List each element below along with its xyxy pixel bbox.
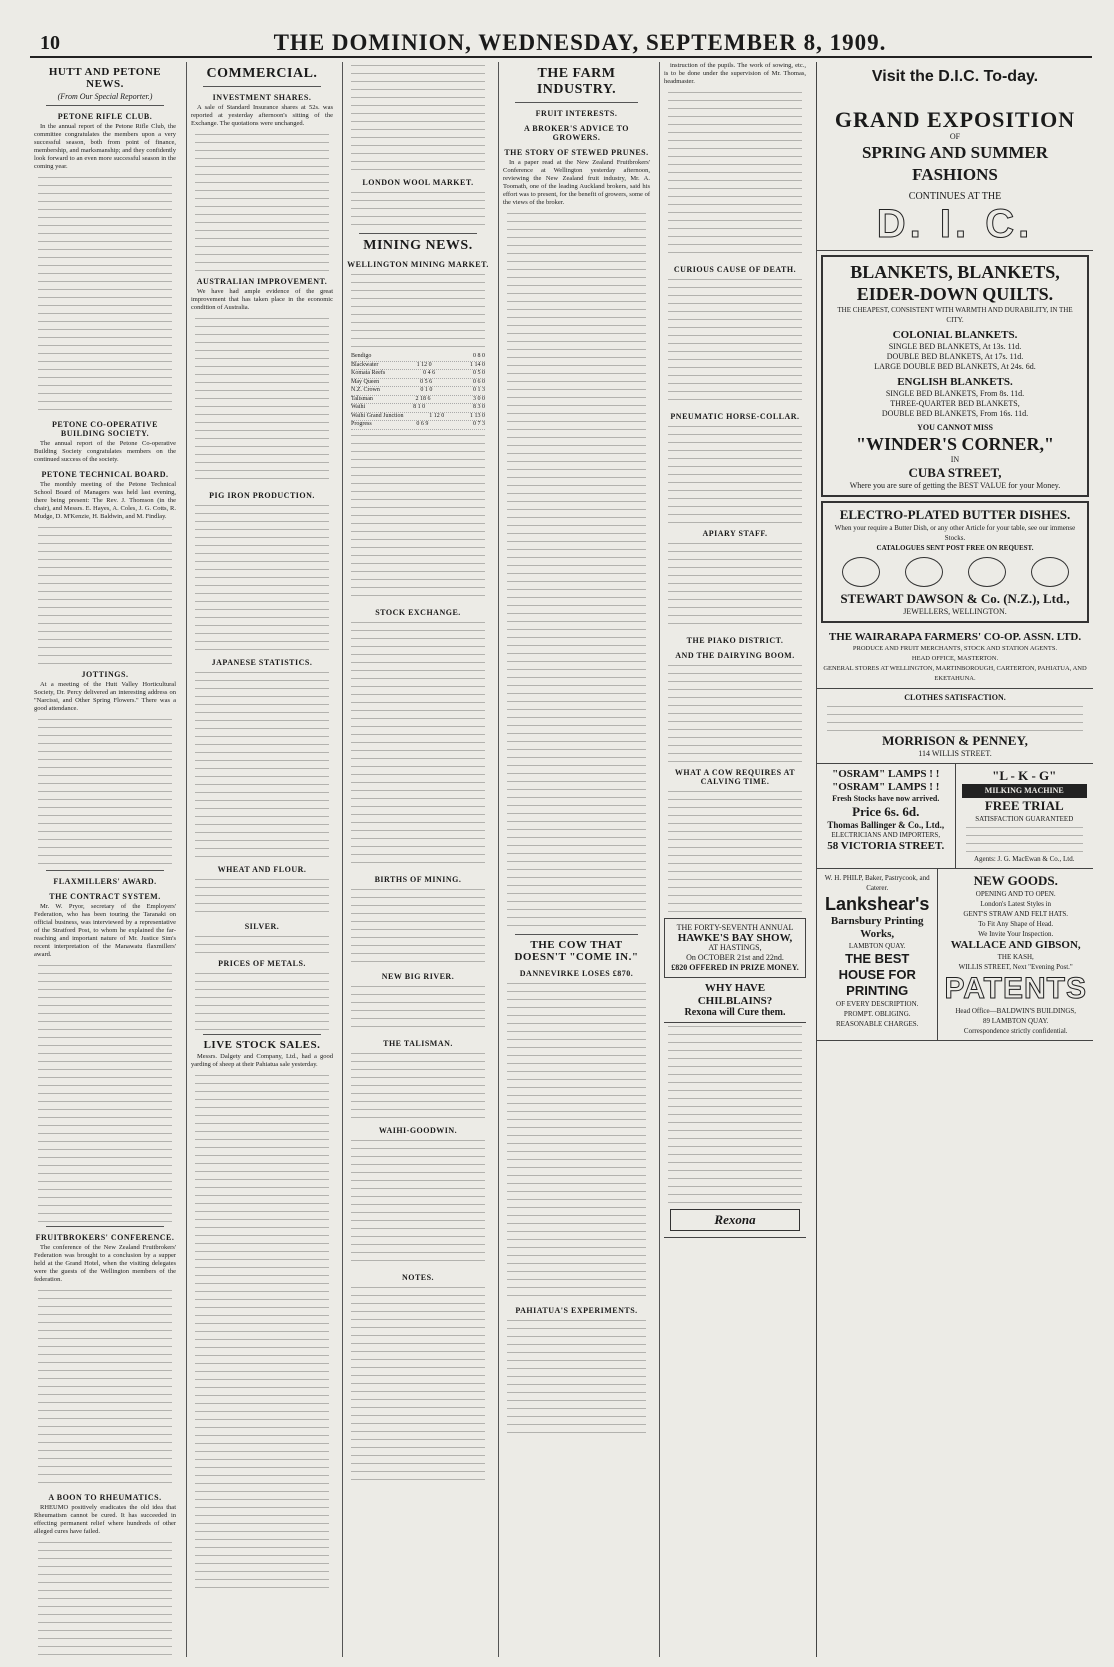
subheading: AND THE DAIRYING BOOM. [675, 651, 795, 660]
subheading: PETONE CO-OPERATIVE BUILDING SOCIETY. [52, 420, 158, 438]
section-heading: HUTT AND PETONE NEWS. [48, 66, 162, 90]
paragraph: At a meeting of the Hutt Valley Horticultural Society, Dr. Percy delivered an interesting address on "Narcissi, and Other Spring Flowers." There was a good attendance. [34, 681, 176, 712]
text-block [351, 432, 485, 602]
paragraph: In a paper read at the New Zealand Fruitbrokers' Conference at Wellington yesterday afternoon, reviewing the New Zealand fruit industry, Mr. A. Toomath, one of the leading Auckland brokers, said his effort was to present, for the benefit of growers, some of the views of the broker. [503, 159, 650, 206]
subheading: FRUIT INTERESTS. [535, 109, 618, 118]
paragraph: instruction of the pupils. The work of sowing, etc., is to be done under the supervision of Mr. Thomas, headmaster. [664, 62, 806, 85]
text-block [351, 983, 485, 1033]
text-block [507, 210, 646, 930]
byline: (From Our Special Reporter.) [57, 92, 153, 101]
section-heading: COMMERCIAL. [206, 66, 318, 81]
text-block [38, 716, 172, 866]
paragraph: In the annual report of the Petone Rifle Club, the committee congratulates the members upon a very successful season, both from point of finance, membership, and marksmanship; and they confidently look forward to an even more successful season in the coming year. [34, 123, 176, 170]
subheading: DANNEVIRKE LOSES £870. [519, 969, 634, 978]
subheading: FRUITBROKERS' CONFERENCE. [35, 1233, 175, 1242]
butter-dish-icon [905, 557, 943, 587]
text-block [38, 962, 172, 1222]
text-block [668, 788, 802, 918]
subheading: STOCK EXCHANGE. [375, 607, 461, 617]
advertisements-column [816, 62, 1093, 1657]
table-row: Waihi 8 1 0 8 3 0 [351, 404, 485, 413]
subheading: A BROKER'S ADVICE TO GROWERS. [523, 124, 630, 142]
column-farm-continued [659, 62, 810, 1657]
lankshear-printing-ad: W. H. PHILP, Baker, Pastrycook, and Caterer. Lankshear's Barnsbury Printing Works, LAMBTON QUAY. THE BEST HOUSE FOR PRINTING OF EVERY DESCRIPTION. PROMPT. OBLIGING. REASONABLE CHARGES. [824, 874, 930, 1028]
subheading: SILVER. [244, 922, 280, 931]
paragraph: Messrs. Dalgety and Company, Ltd., had a good yarding of sheep at their Pahiatua sale yesterday. [191, 1053, 333, 1068]
subheading: THE PIAKO DISTRICT. [686, 636, 784, 645]
text-block [668, 89, 802, 259]
subheading: CURIOUS CAUSE OF DEATH. [673, 265, 797, 274]
paragraph: We have had ample evidence of the great improvement that has taken place in the economic condition of Australia. [191, 288, 333, 311]
table-row: N.Z. Crown 0 1 0 0 1 3 [351, 387, 485, 396]
paragraph: A sale of Standard Insurance shares at 52s. was reported at yesterday afternoon's sitting of the Exchange. The quotations were unchanged. [191, 104, 333, 127]
chilblains-ad: WHY HAVE CHILBLAINS? Rexona will Cure them. [664, 978, 806, 1023]
subheading: PAHIATUA'S EXPERIMENTS. [515, 1306, 638, 1315]
table-row: Bendigo 0 8 0 [351, 353, 485, 362]
paragraph: RHEUMO positively eradicates the old idea that Rheumatism cannot be cured. It has succeeded in effecting permanent relief where hundreds of other alleged cures have failed. [34, 1504, 176, 1535]
section-heading: MINING NEWS. [363, 238, 473, 253]
subheading: PRICES OF METALS. [218, 959, 306, 968]
newspaper-title: THE DOMINION, WEDNESDAY, SEPTEMBER 8, 1909. [273, 30, 887, 55]
column-commercial [186, 62, 337, 1657]
hawkes-bay-show-ad: THE FORTY-SEVENTH ANNUAL HAWKE'S BAY SHOW, AT HASTINGS, On OCTOBER 21st and 22nd. £820 OFFERED IN PRIZE MONEY. [664, 918, 806, 978]
subheading: WHEAT AND FLOUR. [217, 865, 307, 874]
butter-dishes-ad: ELECTRO-PLATED BUTTER DISHES. When your require a Butter Dish, or any other Article for your table, see our immense Stocks. CATALOGUES SENT POST FREE ON REQUEST. STEWART DAWSON & Co. (N.Z.), Ltd., JEWELLERS, WELLINGTON. [821, 501, 1089, 623]
text-block [195, 315, 329, 485]
text-block [351, 1050, 485, 1120]
text-block [507, 1317, 646, 1437]
subheading: NOTES. [401, 1272, 435, 1282]
text-block [195, 669, 329, 859]
osram-lkg-row [817, 764, 1093, 869]
text-block [195, 131, 329, 271]
butter-dish-illustrations [829, 557, 1081, 587]
text-block [351, 886, 485, 966]
subheading: BIRTHS OF MINING. [374, 874, 462, 884]
text-block [195, 502, 329, 652]
table-row: Talisman 2 18 6 3 0 0 [351, 396, 485, 405]
text-block [351, 1137, 485, 1267]
text-block [351, 62, 485, 172]
column-farm-industry [498, 62, 654, 1657]
text-block [38, 524, 172, 664]
lkg-milking-machine-ad: "L - K - G" MILKING MACHINE FREE TRIAL SATISFACTION GUARANTEED Agents: J. G. MacEwan & Co., Ltd. [955, 764, 1094, 868]
text-block [351, 1284, 485, 1484]
table-row: Komata Reefs 0 4 6 0 5 0 [351, 370, 485, 379]
subheading: AUSTRALIAN IMPROVEMENT. [196, 277, 328, 286]
text-block [195, 1072, 329, 1592]
subheading: WHAT A COW REQUIRES AT CALVING TIME. [674, 768, 796, 786]
rexona-logo: Rexona [664, 1203, 806, 1238]
column-hutt-petone [30, 62, 180, 1657]
text-block [351, 619, 485, 869]
text-block [38, 1287, 172, 1487]
subheading: LONDON WOOL MARKET. [362, 178, 474, 187]
subheading: PIG IRON PRODUCTION. [209, 491, 315, 500]
text-block [668, 1023, 802, 1203]
text-block [668, 540, 802, 630]
table-row: Waihi Grand Junction 1 12 0 1 13 0 [351, 413, 485, 422]
butter-dish-icon [842, 557, 880, 587]
new-goods-ad: NEW GOODS. OPENING AND TO OPEN. London's Latest Styles in GENT'S STRAW AND FELT HATS. To Fit Any Shape of Head. We Invite Your Inspection. WALLACE AND GIBSON, THE KASH, WILLIS STREET, Next "Evening Post." PATENTS Head Office—BALDWIN'S BUILDINGS, 89 LAMBTON QUAY. Correspondence strictly confidential. [937, 869, 1093, 1040]
paragraph: The conference of the New Zealand Fruitbrokers' Federation was brought to a conclusion by a supper held at the Grand Hotel, when the visiting delegates were the guests of the Wellington members of the federation. [34, 1244, 176, 1283]
butter-dish-icon [1031, 557, 1069, 587]
paragraph: Mr. W. Pryor, secretary of the Employers' Federation, who has been touring the Taranaki on official business, was interviewed by a representative of the Stratford Post, to whom he explained the far-reaching and important nature of Mr. Justice Sim's recent interpretation of the Manawatu flaxmillers' award. [34, 903, 176, 958]
subheading: PETONE RIFLE CLUB. [57, 112, 153, 121]
paragraph: The annual report of the Petone Co-operative Building Society congratulates members on the continued success of the society. [34, 440, 176, 463]
subheading: NEW BIG RIVER. [381, 971, 455, 981]
section-heading: LIVE STOCK SALES. [203, 1039, 321, 1051]
section-heading: THE COW THAT DOESN'T "COME IN." [514, 939, 639, 963]
blankets-ad: BLANKETS, BLANKETS, EIDER-DOWN QUILTS. THE CHEAPEST, CONSISTENT WITH WARMTH AND DURABILITY, IN THE CITY. COLONIAL BLANKETS. SINGLE BED BLANKETS, At 13s. 11d. DOUBLE BED BLANKETS, At 17s. 11d. LARGE DOUBLE BED BLANKETS, At 24s. 6d. ENGLISH BLANKETS. SINGLE BED BLANKETS, From 8s. 11d. THREE-QUARTER BED BLANKETS, DOUBLE BED BLANKETS, From 16s. 11d. YOU CANNOT MISS "WINDER'S CORNER," IN CUBA STREET, Where you are sure of getting the BEST VALUE for your Money. [821, 255, 1089, 497]
text-block [507, 980, 646, 1300]
subheading: WAIHI-GOODWIN. [378, 1125, 458, 1135]
masthead [30, 32, 1092, 58]
subheading: A BOON TO RHEUMATICS. [48, 1493, 162, 1502]
subheading: THE TALISMAN. [383, 1038, 453, 1048]
paragraph: The monthly meeting of the Petone Technical School Board of Managers was held last evening, there being present: The Rev. J. Thomson (in the chair), and Messrs. E. Hayes, A. Coles, J. G. Cotts, R. Mudge, D. M'Kenzie, H. Baldwin, and M. Findlay. [34, 481, 176, 520]
butter-dish-icon [968, 557, 1006, 587]
subheading: APIARY STAFF. [702, 529, 768, 538]
subheading: JAPANESE STATISTICS. [211, 658, 313, 667]
text-block [38, 1539, 172, 1657]
subheading: PETONE TECHNICAL BOARD. [41, 470, 169, 479]
table-row: May Queen 0 5 6 0 6 0 [351, 379, 485, 388]
text-block [351, 271, 485, 351]
subheading: JOTTINGS. [81, 670, 129, 679]
subheading: INVESTMENT SHARES. [212, 93, 312, 102]
subheading: THE CONTRACT SYSTEM. [49, 892, 161, 901]
subheading: PNEUMATIC HORSE-COLLAR. [670, 412, 800, 421]
wairarapa-farmers-ad: THE WAIRARAPA FARMERS' CO-OP. ASSN. LTD. PRODUCE AND FRUIT MERCHANTS, STOCK AND STATION AGENTS. HEAD OFFICE, MASTERTON. GENERAL STORES AT WELLINGTON, MARTINBOROUGH, CARTERTON, PAHIATUA, AND EKETAHUNA. [817, 627, 1093, 689]
text-block [668, 662, 802, 762]
text-block [38, 174, 172, 414]
subheading: FLAXMILLERS' AWARD. [53, 877, 157, 886]
subheading: THE STORY OF STEWED PRUNES. [504, 148, 649, 157]
table-row: Blackwater 1 12 0 1 14 0 [351, 362, 485, 371]
text-block [195, 876, 329, 916]
mining-share-table [351, 353, 485, 430]
text-block [195, 970, 329, 1030]
table-row: Progress 0 6 9 0 7 3 [351, 421, 485, 430]
text-block [668, 276, 802, 406]
subheading: WELLINGTON MINING MARKET. [347, 260, 489, 269]
column-mining [342, 62, 493, 1657]
osram-lamps-ad: "OSRAM" LAMPS ! ! "OSRAM" LAMPS ! ! Fresh Stocks have now arrived. Price 6s. 6d. Thomas Ballinger & Co., Ltd., ELECTRICIANS AND IMPORTERS, 58 VICTORIA STREET. [827, 768, 945, 852]
text-block [195, 933, 329, 953]
morrison-penney-ad: CLOTHES SATISFACTION. MORRISON & PENNEY, 114 WILLIS STREET. [817, 689, 1093, 764]
printing-newgoods-row [817, 869, 1093, 1041]
section-heading: THE FARM INDUSTRY. [536, 66, 617, 97]
text-block [351, 189, 485, 229]
text-block [668, 423, 802, 523]
page-number: 10 [40, 32, 60, 54]
dic-ad: Visit the D.I.C. To-day. GRAND EXPOSITION OF SPRING AND SUMMER FASHIONS CONTINUES AT THE D. I. C. [817, 62, 1093, 251]
